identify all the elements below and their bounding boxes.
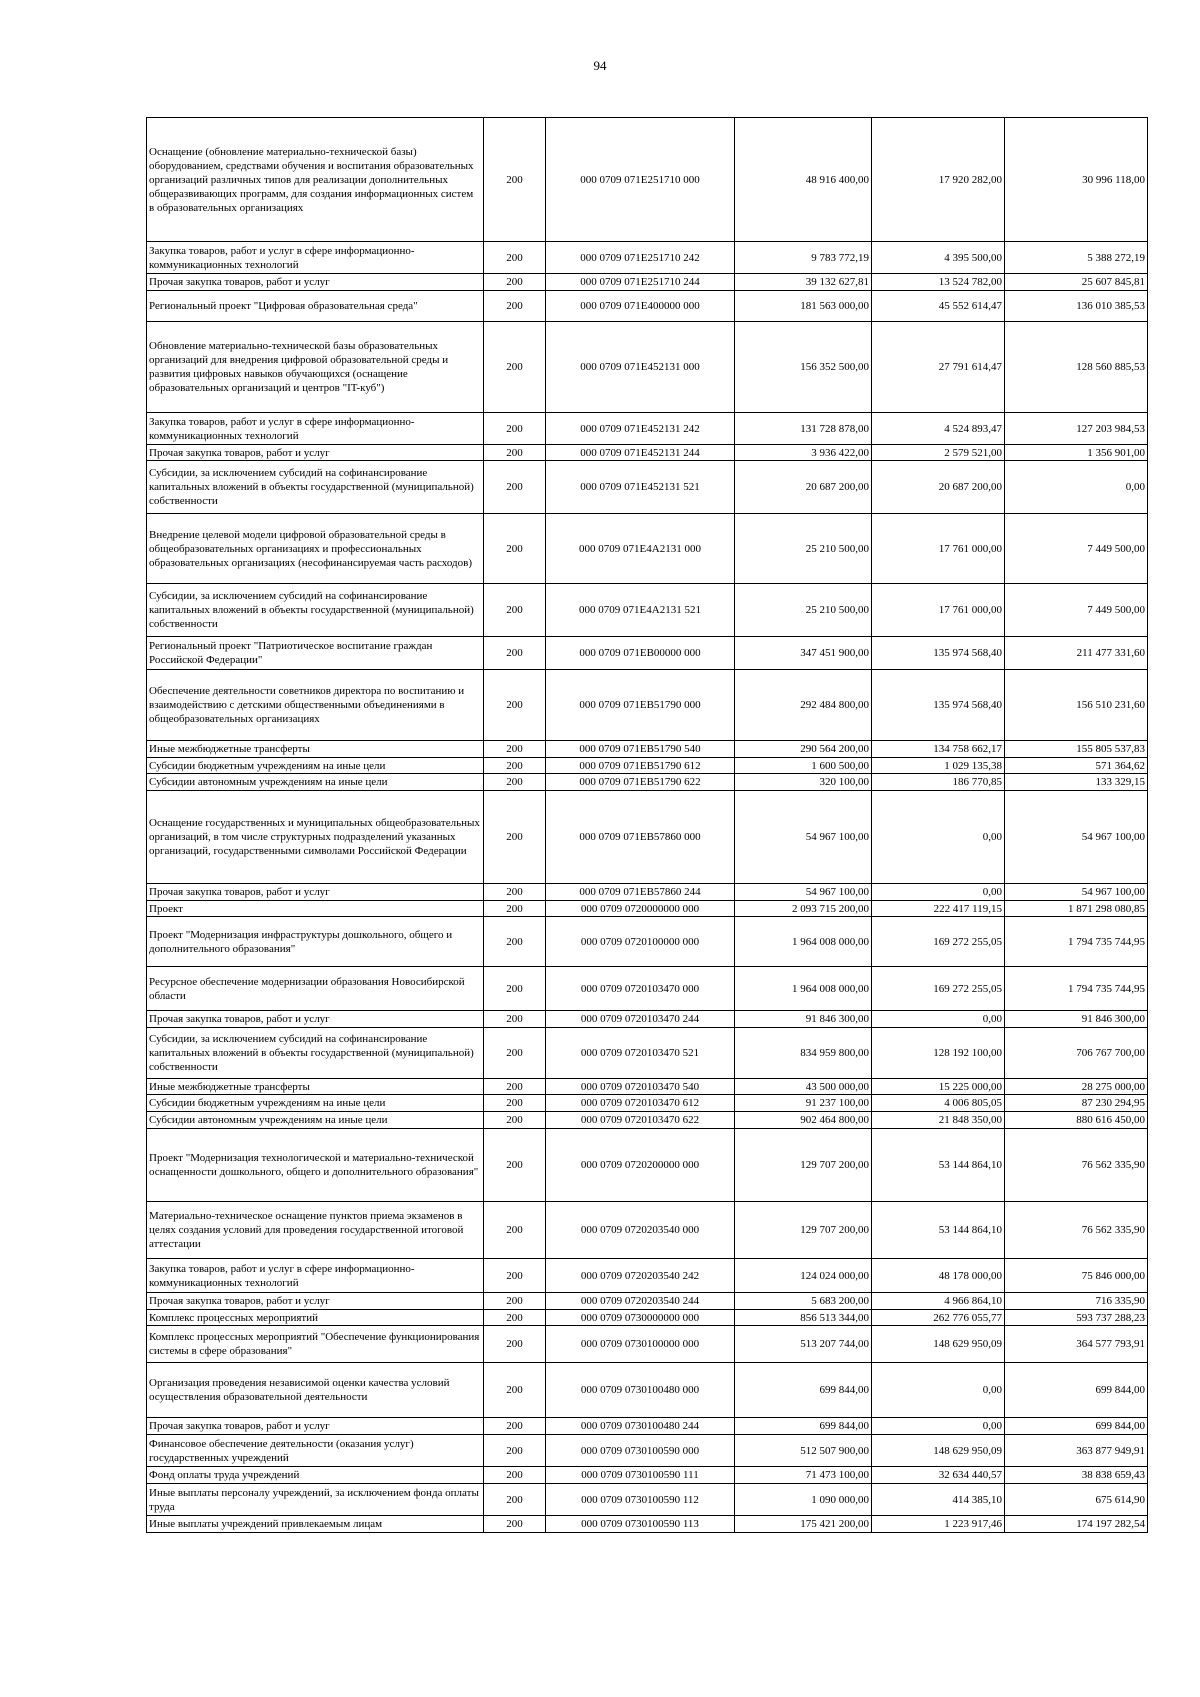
table-row <box>147 884 1148 901</box>
row-executed: 0,00 <box>872 1363 1005 1418</box>
row-name: Субсидии автономным учреждениям на иные цели <box>147 774 484 791</box>
row-unexecuted: 7 449 500,00 <box>1005 514 1148 584</box>
row-approved: 131 728 878,00 <box>735 413 872 445</box>
row-kcsr: 000 0709 071EB57860 000 <box>546 791 735 884</box>
table-row <box>147 1363 1148 1418</box>
row-unexecuted: 880 616 450,00 <box>1005 1112 1148 1129</box>
row-code: 200 <box>484 967 546 1011</box>
row-kcsr: 000 0709 071EB51790 622 <box>546 774 735 791</box>
row-unexecuted: 76 562 335,90 <box>1005 1202 1148 1259</box>
row-unexecuted: 127 203 984,53 <box>1005 413 1148 445</box>
row-name: Закупка товаров, работ и услуг в сфере информационно-коммуникационных технологий <box>147 242 484 274</box>
row-executed: 2 579 521,00 <box>872 445 1005 461</box>
row-unexecuted: 75 846 000,00 <box>1005 1259 1148 1293</box>
row-unexecuted: 30 996 118,00 <box>1005 118 1148 242</box>
table-row <box>147 1112 1148 1129</box>
row-kcsr: 000 0709 071E251710 242 <box>546 242 735 274</box>
table-row <box>147 291 1148 322</box>
table-row <box>147 1095 1148 1112</box>
row-executed: 135 974 568,40 <box>872 670 1005 741</box>
row-approved: 20 687 200,00 <box>735 461 872 514</box>
row-unexecuted: 1 356 901,00 <box>1005 445 1148 461</box>
table-row <box>147 637 1148 670</box>
row-kcsr: 000 0709 0720103470 540 <box>546 1079 735 1095</box>
row-code: 200 <box>484 584 546 637</box>
table-row <box>147 1079 1148 1095</box>
row-approved: 54 967 100,00 <box>735 884 872 901</box>
row-approved: 181 563 000,00 <box>735 291 872 322</box>
row-code: 200 <box>484 274 546 291</box>
row-code: 200 <box>484 1112 546 1129</box>
row-kcsr: 000 0709 0730100480 000 <box>546 1363 735 1418</box>
row-code: 200 <box>484 1011 546 1028</box>
row-kcsr: 000 0709 071E251710 244 <box>546 274 735 291</box>
row-code: 200 <box>484 1310 546 1326</box>
row-unexecuted: 211 477 331,60 <box>1005 637 1148 670</box>
row-name: Комплекс процессных мероприятий "Обеспечение функционирования системы в сфере образования" <box>147 1326 484 1363</box>
row-code: 200 <box>484 1293 546 1310</box>
table-row <box>147 1435 1148 1467</box>
row-code: 200 <box>484 118 546 242</box>
row-code: 200 <box>484 1363 546 1418</box>
row-executed: 45 552 614,47 <box>872 291 1005 322</box>
row-code: 200 <box>484 901 546 917</box>
row-name: Финансовое обеспечение деятельности (оказания услуг) государственных учреждений <box>147 1435 484 1467</box>
row-name: Закупка товаров, работ и услуг в сфере информационно-коммуникационных технологий <box>147 1259 484 1293</box>
row-kcsr: 000 0709 071EB57860 244 <box>546 884 735 901</box>
row-kcsr: 000 0709 0720103470 612 <box>546 1095 735 1112</box>
row-unexecuted: 54 967 100,00 <box>1005 791 1148 884</box>
row-executed: 17 920 282,00 <box>872 118 1005 242</box>
row-code: 200 <box>484 413 546 445</box>
row-approved: 25 210 500,00 <box>735 514 872 584</box>
table-row <box>147 967 1148 1011</box>
table-row <box>147 741 1148 758</box>
row-unexecuted: 1 794 735 744,95 <box>1005 917 1148 967</box>
row-approved: 54 967 100,00 <box>735 791 872 884</box>
table-row <box>147 461 1148 514</box>
row-executed: 0,00 <box>872 1011 1005 1028</box>
row-unexecuted: 91 846 300,00 <box>1005 1011 1148 1028</box>
row-unexecuted: 76 562 335,90 <box>1005 1129 1148 1202</box>
table-row <box>147 1028 1148 1079</box>
row-unexecuted: 0,00 <box>1005 461 1148 514</box>
row-kcsr: 000 0709 0730000000 000 <box>546 1310 735 1326</box>
row-unexecuted: 716 335,90 <box>1005 1293 1148 1310</box>
row-kcsr: 000 0709 0730100590 112 <box>546 1484 735 1516</box>
row-name: Обновление материально-технической базы образовательных организаций для внедрения цифровой образовательной среды и развития цифровых навыков обучающихся (оснащение образовательных организаций и центров "IT-куб") <box>147 322 484 413</box>
row-code: 200 <box>484 1129 546 1202</box>
row-kcsr: 000 0709 0730100590 113 <box>546 1516 735 1533</box>
table-row <box>147 584 1148 637</box>
row-approved: 9 783 772,19 <box>735 242 872 274</box>
row-unexecuted: 38 838 659,43 <box>1005 1467 1148 1484</box>
row-approved: 39 132 627,81 <box>735 274 872 291</box>
row-approved: 91 237 100,00 <box>735 1095 872 1112</box>
table-row <box>147 1516 1148 1533</box>
row-approved: 124 024 000,00 <box>735 1259 872 1293</box>
row-name: Проект <box>147 901 484 917</box>
row-code: 200 <box>484 741 546 758</box>
row-executed: 53 144 864,10 <box>872 1202 1005 1259</box>
row-name: Материально-техническое оснащение пунктов приема экзаменов в целях создания условий для проведения государственной итоговой аттестации <box>147 1202 484 1259</box>
row-unexecuted: 54 967 100,00 <box>1005 884 1148 901</box>
row-approved: 320 100,00 <box>735 774 872 791</box>
table-row <box>147 1259 1148 1293</box>
row-approved: 156 352 500,00 <box>735 322 872 413</box>
row-unexecuted: 128 560 885,53 <box>1005 322 1148 413</box>
row-unexecuted: 706 767 700,00 <box>1005 1028 1148 1079</box>
row-approved: 512 507 900,00 <box>735 1435 872 1467</box>
row-name: Субсидии, за исключением субсидий на софинансирование капитальных вложений в объекты государственной (муниципальной) собственности <box>147 584 484 637</box>
row-approved: 856 513 344,00 <box>735 1310 872 1326</box>
table-row <box>147 413 1148 445</box>
row-approved: 71 473 100,00 <box>735 1467 872 1484</box>
row-name: Региональный проект "Цифровая образовательная среда" <box>147 291 484 322</box>
row-kcsr: 000 0709 0720203540 000 <box>546 1202 735 1259</box>
row-code: 200 <box>484 637 546 670</box>
row-executed: 4 395 500,00 <box>872 242 1005 274</box>
row-name: Прочая закупка товаров, работ и услуг <box>147 445 484 461</box>
row-unexecuted: 699 844,00 <box>1005 1363 1148 1418</box>
row-executed: 13 524 782,00 <box>872 274 1005 291</box>
row-name: Проект "Модернизация инфраструктуры дошкольного, общего и дополнительного образования" <box>147 917 484 967</box>
row-code: 200 <box>484 445 546 461</box>
row-name: Оснащение государственных и муниципальных общеобразовательных организаций, в том числе структурных подразделений указанных организаций, государственными символами Российской Федерации <box>147 791 484 884</box>
row-kcsr: 000 0709 071EB51790 540 <box>546 741 735 758</box>
row-code: 200 <box>484 242 546 274</box>
row-approved: 43 500 000,00 <box>735 1079 872 1095</box>
row-name: Прочая закупка товаров, работ и услуг <box>147 1011 484 1028</box>
row-executed: 0,00 <box>872 1418 1005 1435</box>
row-approved: 3 936 422,00 <box>735 445 872 461</box>
row-kcsr: 000 0709 0730100590 000 <box>546 1435 735 1467</box>
row-name: Иные межбюджетные трансферты <box>147 741 484 758</box>
row-executed: 53 144 864,10 <box>872 1129 1005 1202</box>
row-approved: 2 093 715 200,00 <box>735 901 872 917</box>
row-code: 200 <box>484 1079 546 1095</box>
row-code: 200 <box>484 1484 546 1516</box>
row-code: 200 <box>484 291 546 322</box>
row-code: 200 <box>484 1028 546 1079</box>
row-executed: 169 272 255,05 <box>872 967 1005 1011</box>
row-executed: 27 791 614,47 <box>872 322 1005 413</box>
row-name: Обеспечение деятельности советников директора по воспитанию и взаимодействию с детскими общественными объединениями в общеобразовательных организациях <box>147 670 484 741</box>
table-row <box>147 1293 1148 1310</box>
row-kcsr: 000 0709 0720203540 244 <box>546 1293 735 1310</box>
row-approved: 5 683 200,00 <box>735 1293 872 1310</box>
row-kcsr: 000 0709 0720103470 000 <box>546 967 735 1011</box>
table-row <box>147 514 1148 584</box>
row-executed: 148 629 950,09 <box>872 1326 1005 1363</box>
row-executed: 169 272 255,05 <box>872 917 1005 967</box>
row-name: Ресурсное обеспечение модернизации образования Новосибирской области <box>147 967 484 1011</box>
row-executed: 134 758 662,17 <box>872 741 1005 758</box>
row-executed: 0,00 <box>872 791 1005 884</box>
row-approved: 292 484 800,00 <box>735 670 872 741</box>
row-unexecuted: 571 364,62 <box>1005 758 1148 774</box>
row-code: 200 <box>484 514 546 584</box>
row-kcsr: 000 0709 0720103470 521 <box>546 1028 735 1079</box>
row-kcsr: 000 0709 0720103470 244 <box>546 1011 735 1028</box>
row-unexecuted: 364 577 793,91 <box>1005 1326 1148 1363</box>
row-unexecuted: 28 275 000,00 <box>1005 1079 1148 1095</box>
row-code: 200 <box>484 1435 546 1467</box>
row-code: 200 <box>484 322 546 413</box>
row-code: 200 <box>484 1326 546 1363</box>
row-executed: 17 761 000,00 <box>872 584 1005 637</box>
table-row <box>147 242 1148 274</box>
row-executed: 414 385,10 <box>872 1484 1005 1516</box>
row-unexecuted: 1 871 298 080,85 <box>1005 901 1148 917</box>
row-approved: 25 210 500,00 <box>735 584 872 637</box>
row-executed: 262 776 055,77 <box>872 1310 1005 1326</box>
row-executed: 186 770,85 <box>872 774 1005 791</box>
row-name: Субсидии, за исключением субсидий на софинансирование капитальных вложений в объекты государственной (муниципальной) собственности <box>147 461 484 514</box>
row-code: 200 <box>484 670 546 741</box>
table-row <box>147 1467 1148 1484</box>
row-executed: 4 006 805,05 <box>872 1095 1005 1112</box>
row-unexecuted: 25 607 845,81 <box>1005 274 1148 291</box>
budget-execution-table <box>146 117 1148 1533</box>
row-unexecuted: 593 737 288,23 <box>1005 1310 1148 1326</box>
row-code: 200 <box>484 1259 546 1293</box>
table-row <box>147 1011 1148 1028</box>
page-number: 94 <box>593 58 607 73</box>
row-code: 200 <box>484 1202 546 1259</box>
row-name: Субсидии, за исключением субсидий на софинансирование капитальных вложений в объекты государственной (муниципальной) собственности <box>147 1028 484 1079</box>
row-executed: 128 192 100,00 <box>872 1028 1005 1079</box>
row-unexecuted: 174 197 282,54 <box>1005 1516 1148 1533</box>
row-executed: 21 848 350,00 <box>872 1112 1005 1129</box>
row-code: 200 <box>484 884 546 901</box>
table-row <box>147 274 1148 291</box>
row-kcsr: 000 0709 0720000000 000 <box>546 901 735 917</box>
row-name: Прочая закупка товаров, работ и услуг <box>147 884 484 901</box>
row-kcsr: 000 0709 071E452131 000 <box>546 322 735 413</box>
row-executed: 1 029 135,38 <box>872 758 1005 774</box>
row-approved: 91 846 300,00 <box>735 1011 872 1028</box>
row-name: Организация проведения независимой оценки качества условий осуществления образовательной деятельности <box>147 1363 484 1418</box>
row-name: Закупка товаров, работ и услуг в сфере информационно-коммуникационных технологий <box>147 413 484 445</box>
row-unexecuted: 7 449 500,00 <box>1005 584 1148 637</box>
row-code: 200 <box>484 917 546 967</box>
row-executed: 48 178 000,00 <box>872 1259 1005 1293</box>
row-name: Иные выплаты персоналу учреждений, за исключением фонда оплаты труда <box>147 1484 484 1516</box>
row-code: 200 <box>484 791 546 884</box>
table-row <box>147 670 1148 741</box>
row-kcsr: 000 0709 071E452131 244 <box>546 445 735 461</box>
row-unexecuted: 133 329,15 <box>1005 774 1148 791</box>
row-approved: 290 564 200,00 <box>735 741 872 758</box>
row-kcsr: 000 0709 071EB51790 612 <box>546 758 735 774</box>
row-code: 200 <box>484 1418 546 1435</box>
table-row <box>147 1326 1148 1363</box>
row-name: Внедрение целевой модели цифровой образовательной среды в общеобразовательных организациях и профессиональных образовательных организациях (несофинансируемая часть расходов) <box>147 514 484 584</box>
row-name: Прочая закупка товаров, работ и услуг <box>147 274 484 291</box>
row-approved: 48 916 400,00 <box>735 118 872 242</box>
table-row <box>147 445 1148 461</box>
row-name: Комплекс процессных мероприятий <box>147 1310 484 1326</box>
row-approved: 129 707 200,00 <box>735 1129 872 1202</box>
row-kcsr: 000 0709 071E251710 000 <box>546 118 735 242</box>
table-row <box>147 1129 1148 1202</box>
table-body <box>147 118 1148 1533</box>
row-executed: 4 966 864,10 <box>872 1293 1005 1310</box>
row-executed: 222 417 119,15 <box>872 901 1005 917</box>
table-row <box>147 322 1148 413</box>
row-name: Проект "Модернизация технологической и материально-технической оснащенности дошкольного, общего и дополнительного образования" <box>147 1129 484 1202</box>
row-unexecuted: 156 510 231,60 <box>1005 670 1148 741</box>
row-approved: 902 464 800,00 <box>735 1112 872 1129</box>
row-unexecuted: 136 010 385,53 <box>1005 291 1148 322</box>
row-unexecuted: 155 805 537,83 <box>1005 741 1148 758</box>
row-executed: 15 225 000,00 <box>872 1079 1005 1095</box>
row-kcsr: 000 0709 0730100590 111 <box>546 1467 735 1484</box>
row-approved: 1 964 008 000,00 <box>735 917 872 967</box>
row-kcsr: 000 0709 071EB00000 000 <box>546 637 735 670</box>
row-kcsr: 000 0709 0720103470 622 <box>546 1112 735 1129</box>
row-approved: 175 421 200,00 <box>735 1516 872 1533</box>
table-row <box>147 1484 1148 1516</box>
row-kcsr: 000 0709 071E4A2131 521 <box>546 584 735 637</box>
row-executed: 0,00 <box>872 884 1005 901</box>
row-name: Фонд оплаты труда учреждений <box>147 1467 484 1484</box>
row-kcsr: 000 0709 071EB51790 000 <box>546 670 735 741</box>
row-approved: 1 090 000,00 <box>735 1484 872 1516</box>
row-approved: 834 959 800,00 <box>735 1028 872 1079</box>
row-kcsr: 000 0709 0730100480 244 <box>546 1418 735 1435</box>
row-kcsr: 000 0709 071E400000 000 <box>546 291 735 322</box>
row-kcsr: 000 0709 071E452131 521 <box>546 461 735 514</box>
row-name: Прочая закупка товаров, работ и услуг <box>147 1293 484 1310</box>
table-row <box>147 1202 1148 1259</box>
row-unexecuted: 1 794 735 744,95 <box>1005 967 1148 1011</box>
table-row <box>147 118 1148 242</box>
row-executed: 17 761 000,00 <box>872 514 1005 584</box>
row-kcsr: 000 0709 071E4A2131 000 <box>546 514 735 584</box>
row-code: 200 <box>484 1516 546 1533</box>
row-approved: 513 207 744,00 <box>735 1326 872 1363</box>
row-code: 200 <box>484 1467 546 1484</box>
table-row <box>147 791 1148 884</box>
table-row <box>147 917 1148 967</box>
table-row <box>147 774 1148 791</box>
row-kcsr: 000 0709 071E452131 242 <box>546 413 735 445</box>
row-unexecuted: 699 844,00 <box>1005 1418 1148 1435</box>
row-executed: 135 974 568,40 <box>872 637 1005 670</box>
row-name: Субсидии бюджетным учреждениям на иные цели <box>147 758 484 774</box>
row-kcsr: 000 0709 0720100000 000 <box>546 917 735 967</box>
row-executed: 4 524 893,47 <box>872 413 1005 445</box>
row-executed: 1 223 917,46 <box>872 1516 1005 1533</box>
row-unexecuted: 363 877 949,91 <box>1005 1435 1148 1467</box>
row-kcsr: 000 0709 0720200000 000 <box>546 1129 735 1202</box>
row-executed: 32 634 440,57 <box>872 1467 1005 1484</box>
row-approved: 699 844,00 <box>735 1363 872 1418</box>
row-name: Иные выплаты учреждений привлекаемым лицам <box>147 1516 484 1533</box>
row-unexecuted: 87 230 294,95 <box>1005 1095 1148 1112</box>
row-code: 200 <box>484 1095 546 1112</box>
row-code: 200 <box>484 758 546 774</box>
table-row <box>147 901 1148 917</box>
row-approved: 129 707 200,00 <box>735 1202 872 1259</box>
row-name: Региональный проект "Патриотическое воспитание граждан Российской Федерации" <box>147 637 484 670</box>
row-name: Иные межбюджетные трансферты <box>147 1079 484 1095</box>
table-row <box>147 1310 1148 1326</box>
row-approved: 1 964 008 000,00 <box>735 967 872 1011</box>
row-kcsr: 000 0709 0730100000 000 <box>546 1326 735 1363</box>
row-kcsr: 000 0709 0720203540 242 <box>546 1259 735 1293</box>
row-name: Прочая закупка товаров, работ и услуг <box>147 1418 484 1435</box>
row-approved: 699 844,00 <box>735 1418 872 1435</box>
row-code: 200 <box>484 774 546 791</box>
row-executed: 148 629 950,09 <box>872 1435 1005 1467</box>
row-approved: 347 451 900,00 <box>735 637 872 670</box>
row-approved: 1 600 500,00 <box>735 758 872 774</box>
table-row <box>147 758 1148 774</box>
row-unexecuted: 675 614,90 <box>1005 1484 1148 1516</box>
row-executed: 20 687 200,00 <box>872 461 1005 514</box>
row-name: Оснащение (обновление материально-технической базы) оборудованием, средствами обучения и воспитания образовательных организаций различных типов для реализации дополнительных общеразвивающих программ, для создания информационных систем в образовательных организациях <box>147 118 484 242</box>
row-code: 200 <box>484 461 546 514</box>
row-name: Субсидии бюджетным учреждениям на иные цели <box>147 1095 484 1112</box>
row-name: Субсидии автономным учреждениям на иные цели <box>147 1112 484 1129</box>
row-unexecuted: 5 388 272,19 <box>1005 242 1148 274</box>
table-row <box>147 1418 1148 1435</box>
